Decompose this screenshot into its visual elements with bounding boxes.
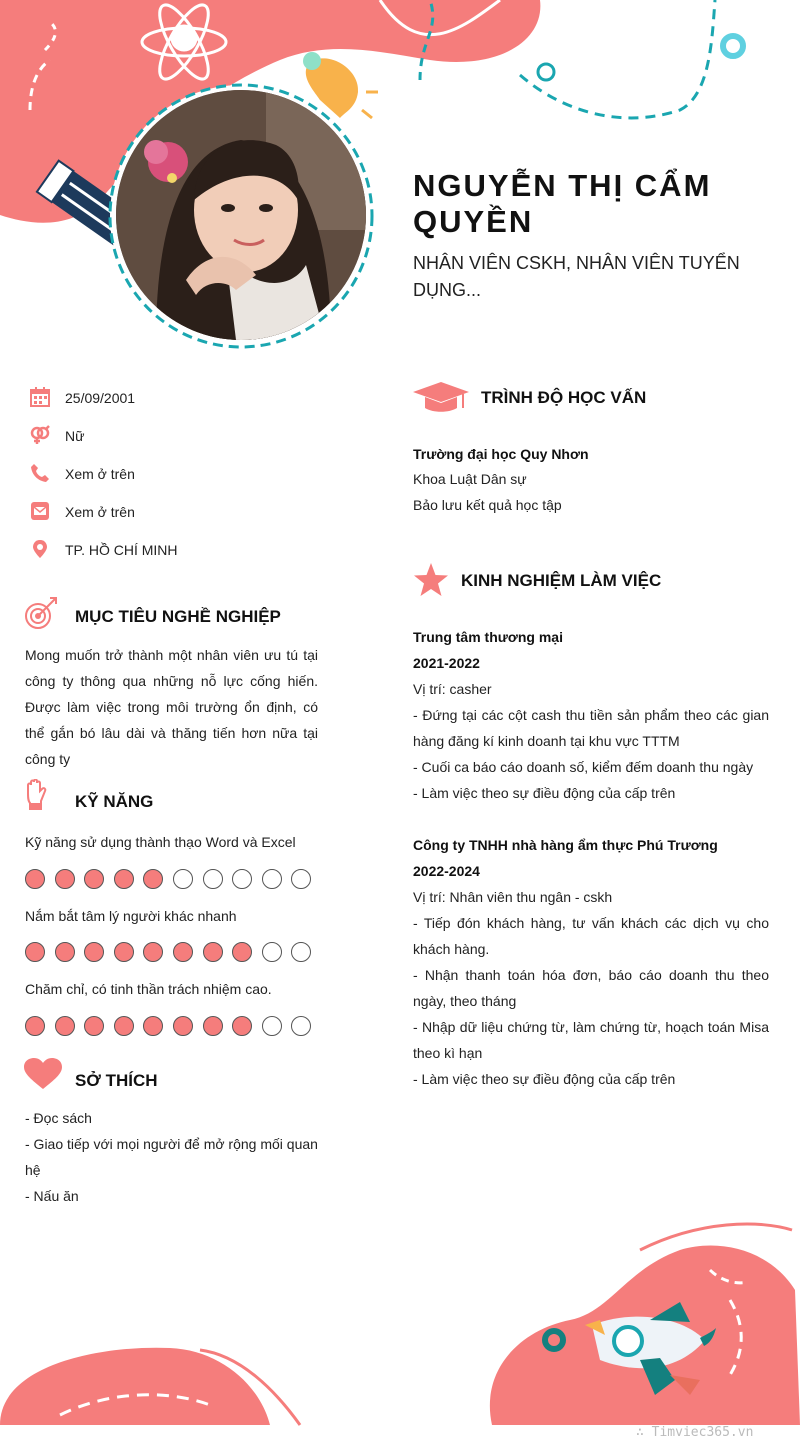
heart-icon (24, 1058, 62, 1090)
rating-dot-filled (114, 942, 134, 962)
rating-dot-empty (173, 869, 193, 889)
education-school: Trường đại học Quy Nhơn (413, 446, 589, 462)
experience-duty: - Cuối ca báo cáo doanh số, kiểm đếm doanh thu ngày (413, 759, 754, 775)
profile-photo (116, 90, 366, 340)
rating-dot-filled (84, 869, 104, 889)
experience-role: Vị trí: casher (413, 681, 492, 697)
address-value: TP. HỒ CHÍ MINH (65, 542, 178, 558)
education-status: Bảo lưu kết quả học tập (413, 497, 562, 513)
rating-dot-filled (84, 1016, 104, 1036)
watermark: ∴ Timviec365.vn (636, 1425, 754, 1440)
rating-dot-empty (291, 869, 311, 889)
birthdate-row (30, 387, 320, 411)
experience-duty: - Làm việc theo sự điều động của cấp trên (413, 1071, 676, 1087)
rating-dot-empty (203, 869, 223, 889)
rating-dot-filled (25, 1016, 45, 1036)
experience-item (413, 832, 769, 1092)
education-title: TRÌNH ĐỘ HỌC VẤN (481, 388, 647, 407)
experience-company: Trung tâm thương mại (413, 629, 563, 645)
experience-period: 2021-2022 (413, 655, 480, 671)
hobby-item: - Nấu ăn (25, 1188, 79, 1204)
rating-dot-filled (114, 869, 134, 889)
rating-dot-filled (232, 942, 252, 962)
gender-value: Nữ (65, 428, 85, 444)
rating-dot-filled (55, 1016, 75, 1036)
experience-title: KINH NGHIỆM LÀM VIỆC (461, 571, 662, 590)
skill-label: Nắm bắt tâm lý người khác nhanh (25, 908, 237, 924)
rating-dot-filled (173, 1016, 193, 1036)
experience-duty: - Tiếp đón khách hàng, tư vấn khách các dịch vụ cho khách hàng. (413, 915, 769, 957)
phone-icon (30, 463, 50, 483)
rating-dot-filled (143, 942, 163, 962)
phone-row (30, 463, 320, 487)
skill-label: Kỹ năng sử dụng thành thạo Word và Excel (25, 834, 296, 850)
email-row (30, 501, 320, 525)
rating-dot-empty (232, 869, 252, 889)
phone-value: Xem ở trên (65, 466, 135, 482)
skill-rating (25, 1016, 320, 1038)
experience-company: Công ty TNHH nhà hàng ẩm thực Phú Trương (413, 837, 718, 853)
hand-icon (24, 779, 48, 811)
target-icon (24, 596, 58, 630)
objective-title: MỤC TIÊU NGHỀ NGHIỆP (75, 607, 281, 626)
email-value: Xem ở trên (65, 504, 135, 520)
rating-dot-filled (114, 1016, 134, 1036)
email-icon (30, 501, 50, 521)
skills-title: KỸ NĂNG (75, 792, 154, 811)
rating-dot-empty (262, 942, 282, 962)
star-icon (413, 563, 449, 597)
experience-duty: - Làm việc theo sự điều động của cấp trên (413, 785, 676, 801)
gender-row (30, 425, 320, 449)
rating-dot-empty (262, 869, 282, 889)
education-major: Khoa Luật Dân sự (413, 471, 527, 487)
skill-rating (25, 942, 320, 964)
objective-text: Mong muốn trở thành một nhân viên ưu tú tại công ty thông qua những nỗ lực cống hiến. Được làm việc trong môi trường ổn định, có thể gắn bó lâu dài và thăng tiến hơn nữa tại công ty (25, 647, 318, 767)
rating-dot-filled (25, 869, 45, 889)
rating-dot-filled (203, 1016, 223, 1036)
rating-dot-filled (84, 942, 104, 962)
experience-role: Vị trí: Nhân viên thu ngân - cskh (413, 889, 613, 905)
rating-dot-filled (203, 942, 223, 962)
gender-icon (30, 425, 50, 445)
rating-dot-filled (55, 869, 75, 889)
rating-dot-empty (291, 942, 311, 962)
hobby-item: - Giao tiếp với mọi người để mở rộng mối quan hệ (25, 1136, 318, 1178)
experience-duty: - Đứng tại các cột cash thu tiền sản phẩm theo các gian hàng đăng kí kinh doanh tại khu vực TTTM (413, 707, 769, 749)
address-row (30, 539, 320, 563)
rating-dot-empty (291, 1016, 311, 1036)
experience-duty: - Nhận thanh toán hóa đơn, báo cáo doanh thu theo ngày, theo tháng (413, 967, 769, 1009)
skill-rating (25, 869, 320, 891)
rating-dot-filled (55, 942, 75, 962)
hobbies-title: SỞ THÍCH (75, 1071, 158, 1090)
experience-period: 2022-2024 (413, 863, 480, 879)
birthdate-value: 25/09/2001 (65, 390, 136, 406)
graduation-cap-icon (413, 380, 469, 414)
hobby-item: - Đọc sách (25, 1110, 92, 1126)
rating-dot-filled (173, 942, 193, 962)
experience-item (413, 624, 769, 806)
footer-decoration (0, 1210, 800, 1450)
rating-dot-empty (262, 1016, 282, 1036)
calendar-icon (30, 387, 50, 407)
experience-duty: - Nhập dữ liệu chứng từ, làm chứng từ, hoạch toán Misa theo kì hạn (413, 1019, 769, 1061)
rating-dot-filled (232, 1016, 252, 1036)
skill-label: Chăm chỉ, có tinh thần trách nhiệm cao. (25, 981, 272, 997)
rating-dot-filled (25, 942, 45, 962)
rating-dot-filled (143, 1016, 163, 1036)
location-pin-icon (30, 539, 50, 559)
candidate-name: NGUYỄN THỊ CẨM QUYỀN (413, 168, 712, 239)
rating-dot-filled (143, 869, 163, 889)
candidate-position: NHÂN VIÊN CSKH, NHÂN VIÊN TUYỂN DỤNG... (413, 253, 740, 300)
